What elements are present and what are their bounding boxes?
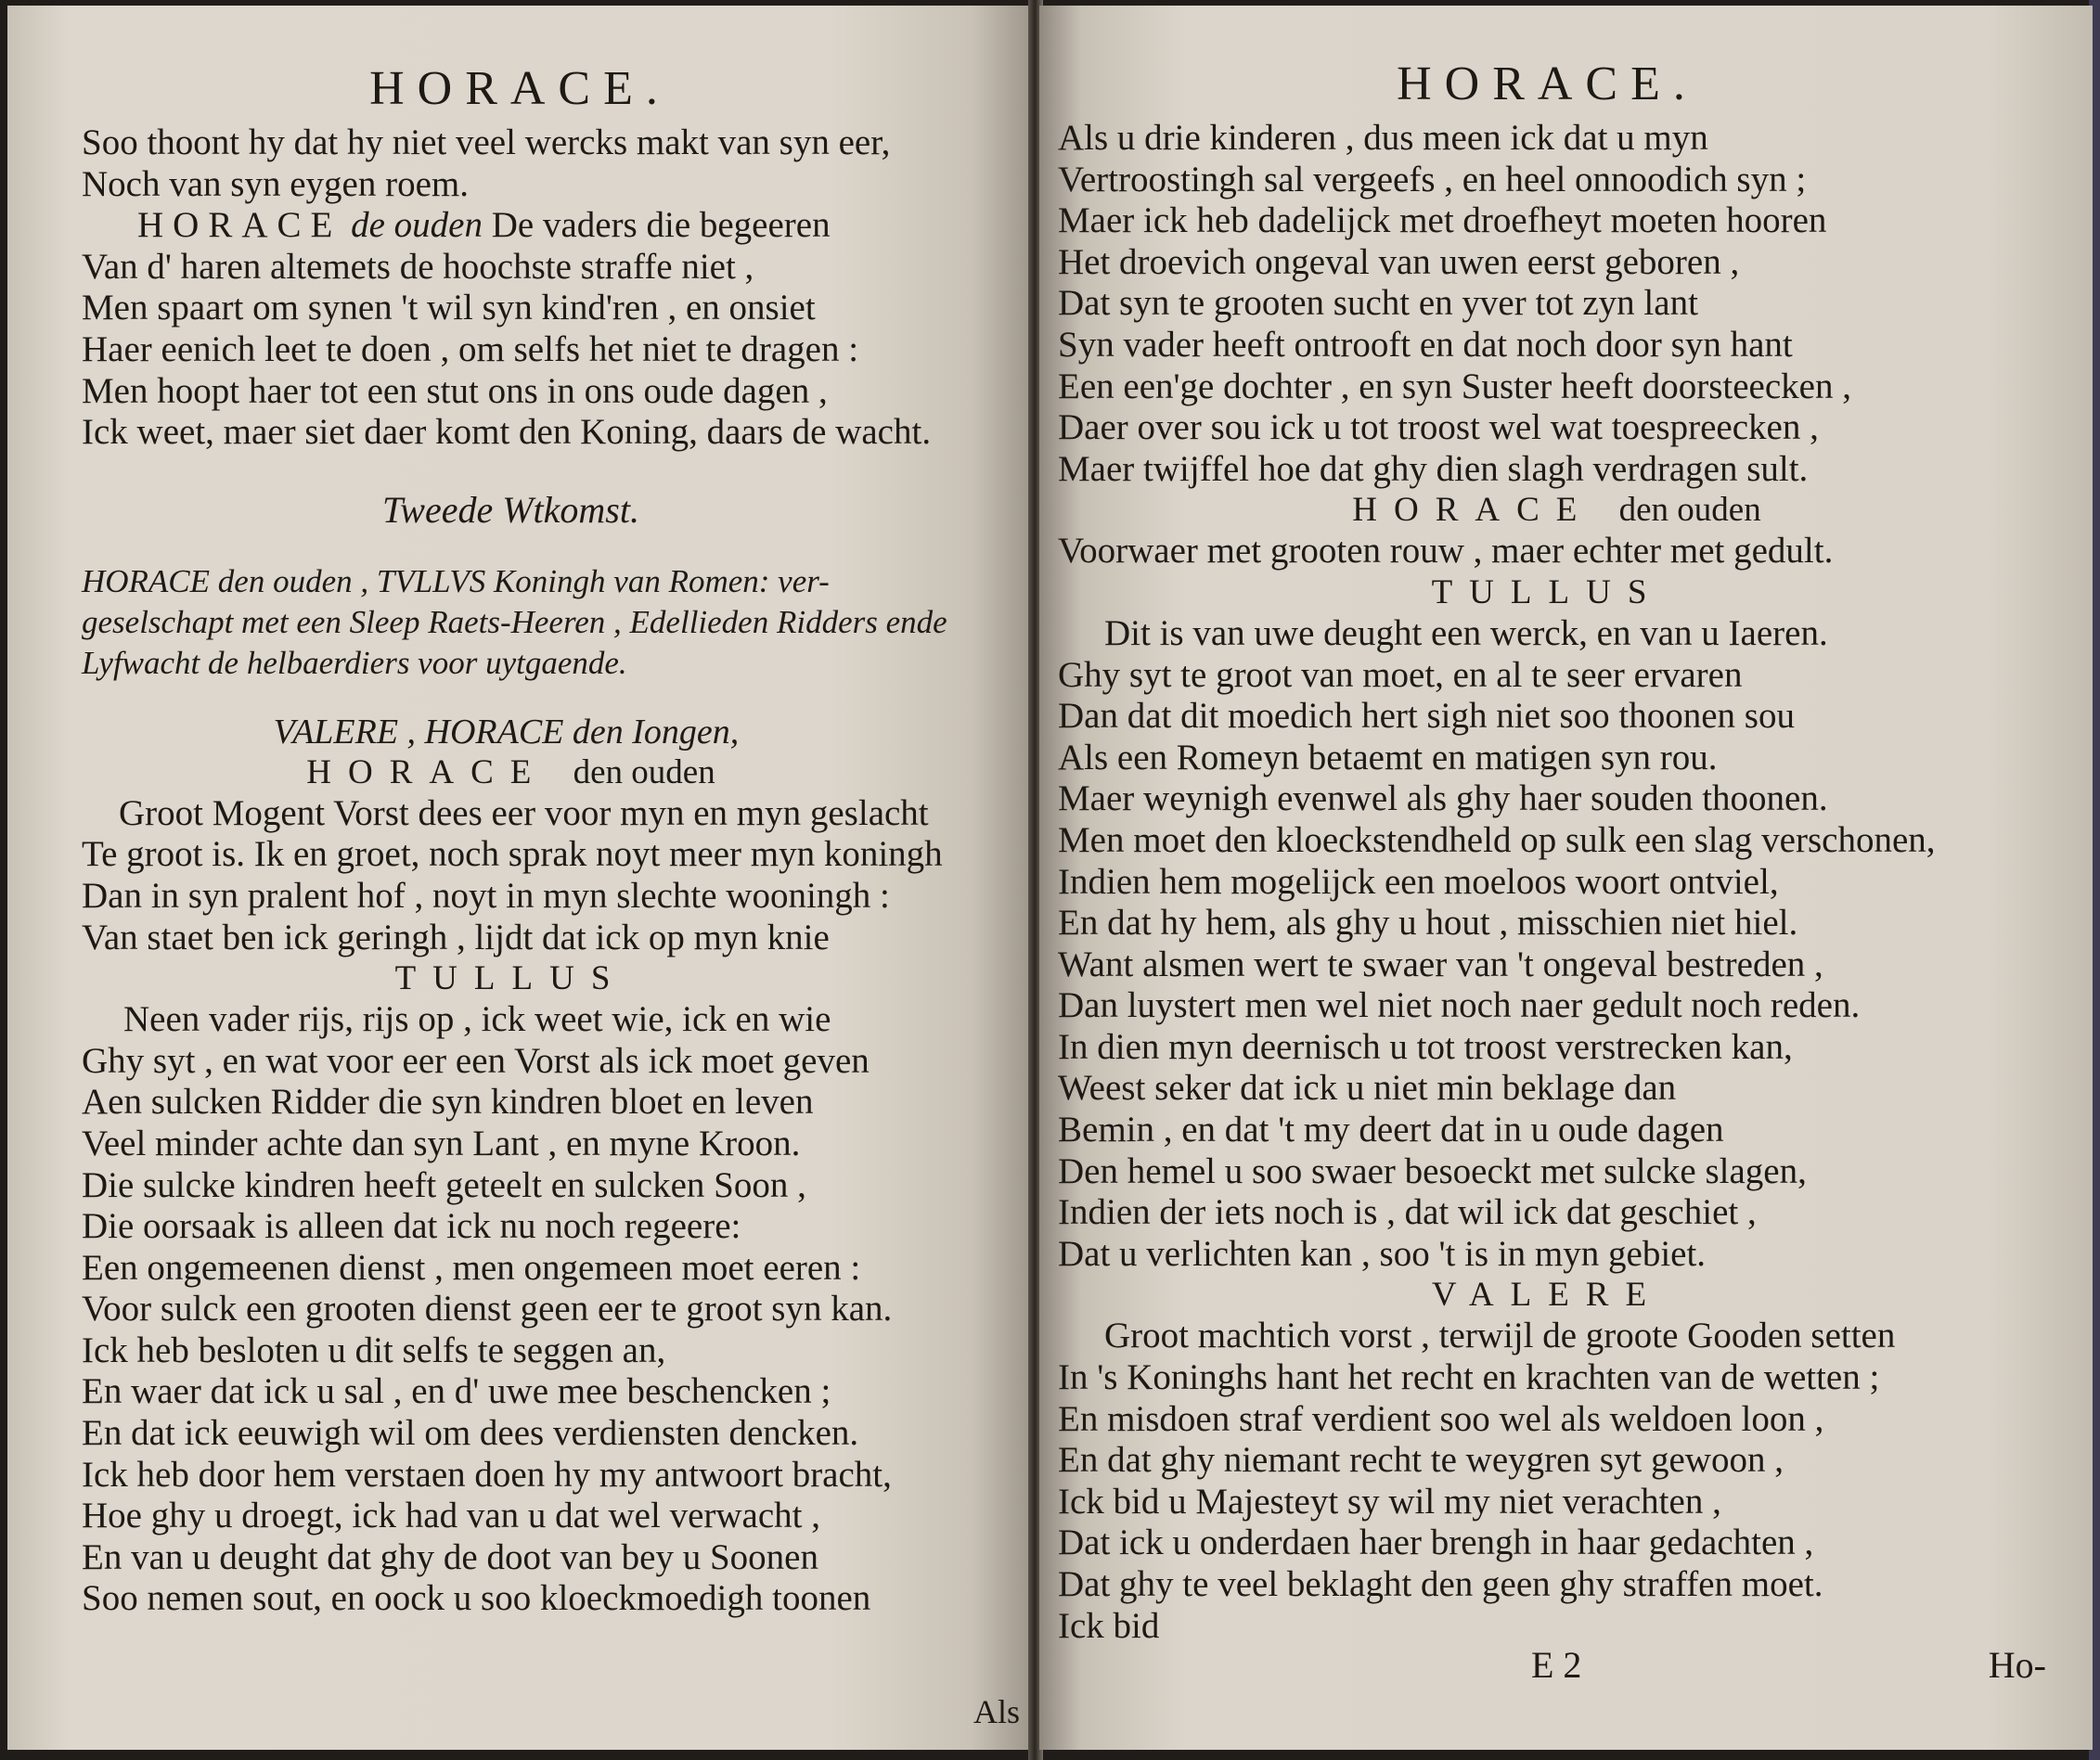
text-line: Een een'ge dochter , en syn Suster heeft doorsteecken , [1058, 366, 1851, 406]
text-line: Het droevich ongeval van uwen eerst geboren , [1058, 241, 1740, 282]
left-lines-d [82, 999, 1033, 1620]
text-line: Een ongemeenen dienst , men ongemeen moet eeren : [82, 1247, 861, 1288]
text-line: Indien hem mogelijck een moeloos woort ontviel, [1058, 861, 1779, 902]
speaker-heading: TULLUS [394, 959, 627, 998]
speaker-tail: de ouden [351, 205, 483, 246]
signature-mark: E 2 [1531, 1644, 1582, 1686]
text-line: Die sulcke kindren heeft geteelt en sulcken Soon , [82, 1164, 806, 1205]
speaker-text: De vaders die begeeren [491, 205, 831, 246]
text-line: Van d' haren altemets de hoochste straffe niet , [82, 246, 754, 287]
text-line: Dat syn te grooten sucht en yver tot zyn lant [1058, 283, 1698, 324]
text-line: Dat u verlichten kan , soo 't is in myn gebiet. [1058, 1233, 1707, 1274]
text-line: Van staet ben ick geringh , lijdt dat ick op myn knie [82, 917, 830, 957]
left-page [7, 6, 1033, 1750]
text-line: Want alsmen wert te swaer van 't ongeval bestreden , [1058, 944, 1823, 984]
left-lines-a [82, 122, 1033, 205]
text-line: Dan luystert men wel niet noch naer gedult noch reden. [1058, 985, 1861, 1026]
scene-heading: Tweede Wtkomst. [382, 488, 639, 531]
text-line: Vertroostingh sal vergeefs , en heel onnoodich syn ; [1058, 159, 1807, 199]
text-line: Indien der iets noch is , dat wil ick dat geschiet , [1058, 1192, 1757, 1233]
text-line: En dat ick eeuwigh wil om dees verdiensten dencken. [82, 1413, 859, 1454]
text-line: Ick bid [1058, 1605, 1160, 1646]
text-line: Daer over sou ick u tot troost wel wat toespreecken , [1058, 407, 1819, 448]
speaker-heading [1058, 490, 2093, 531]
text-line: Dan in syn pralent hof , noyt in myn slechte wooningh : [82, 875, 890, 916]
text-line: Maer ick heb dadelijck met droefheyt moeten hooren [1058, 200, 1827, 241]
stage-line: geselschapt met een Sleep Raets-Heeren , Edellieden Ridders ende [82, 603, 947, 640]
cast-line: VALERE , HORACE den Iongen, [273, 712, 740, 752]
speaker-name: HORACE [1352, 491, 1594, 530]
text-line: Dit is van uwe deught een werck, en van u Iaeren. [1104, 612, 1828, 653]
speaker-name: HORACE [137, 205, 342, 246]
text-line: Voor sulck een grooten dienst geen eer te groot syn kan. [82, 1289, 893, 1330]
speaker-heading: TULLUS [1431, 572, 1664, 611]
speaker-heading [82, 752, 1033, 793]
text-line: Ick heb door hem verstaen doen hy my antwoort bracht, [82, 1454, 892, 1495]
right-lines-a [1058, 118, 2093, 490]
text-line: Dat ick u onderdaen haer brengh in haar gedachten , [1058, 1522, 1814, 1563]
text-line: Men moet den kloeckstendheld op sulk een slag verschonen, [1058, 819, 1936, 860]
text-line: Haer eenich leet te doen , om selfs het niet te dragen : [82, 328, 859, 369]
text-line: En misdoen straf verdient soo wel als weldoen loon , [1058, 1398, 1824, 1439]
text-line: Dat ghy te veel beklaght den geen ghy straffen moet. [1058, 1564, 1823, 1604]
text-line: Weest seker dat ick u niet min beklage dan [1058, 1068, 1677, 1109]
right-page [1039, 6, 2093, 1750]
text-line: Dan dat dit moedich hert sigh niet soo thoonen sou [1058, 696, 1795, 737]
text-line: Aen sulcken Ridder die syn kindren bloet en leven [82, 1082, 814, 1123]
text-line: Den hemel u soo swaer besoeckt met sulcke slagen, [1058, 1150, 1807, 1191]
speaker-name: HORACE [306, 752, 548, 791]
text-line: Groot machtich vorst , terwijl de groote Gooden setten [1104, 1316, 1896, 1356]
right-lines-d [1058, 1316, 2093, 1647]
text-line: Als een Romeyn betaemt en matigen syn rou. [1058, 737, 1718, 777]
text-line: Ghy syt te groot van moet, en al te seer ervaren [1058, 654, 1743, 695]
text-line: En dat hy hem, als ghy u hout , misschien niet hiel. [1058, 903, 1798, 944]
text-line: Neen vader rijs, rijs op , ick weet wie, ick en wie [123, 999, 831, 1040]
speaker-tail: den ouden [1618, 491, 1761, 530]
speaker-heading: VALERE [1431, 1276, 1664, 1315]
stage-direction [82, 561, 1033, 684]
text-line: Ghy syt , en wat voor eer een Vorst als ick moet geven [82, 1040, 870, 1081]
text-line: Men hoopt haer tot een stut ons in ons oude dagen , [82, 370, 828, 411]
text-line: Syn vader heeft ontrooft en dat noch door syn hant [1058, 324, 1793, 365]
text-line: Voorwaer met grooten rouw , maer echter met gedult. [1058, 531, 1834, 572]
text-line: Noch van syn eygen roem. [82, 163, 469, 204]
text-line: Soo thoont hy dat hy niet veel wercks makt van syn eer, [82, 122, 891, 162]
text-line: Maer weynigh evenwel als ghy haer souden thoonen. [1058, 778, 1828, 819]
text-line: Als u drie kinderen , dus meen ick dat u myn [1058, 118, 1708, 158]
left-lines-b [82, 247, 1033, 454]
text-line: En waer dat ick u sal , en d' uwe mee beschencken ; [82, 1371, 831, 1412]
text-line: Maer twijffel hoe dat ghy dien slagh verdragen sult. [1058, 448, 1809, 489]
text-line: Ick weet, maer siet daer komt den Koning, daars de wacht. [82, 412, 932, 453]
catchword: Ho- [1988, 1644, 2046, 1686]
text-line: Te groot is. Ik en groet, noch sprak noyt meer myn koningh [82, 834, 943, 875]
stage-line: HORACE den ouden , TVLLVS Koningh van Romen: ver- [82, 562, 830, 599]
catchword: Als [973, 1693, 1020, 1730]
text-line: Die oorsaak is alleen dat ick nu noch regeere: [82, 1206, 741, 1247]
text-line: En dat ghy niemant recht te weygren syt gewoon , [1058, 1440, 1784, 1481]
text-line: Ick bid u Majesteyt sy wil my niet verachten , [1058, 1481, 1721, 1522]
speaker-line [82, 205, 1033, 247]
text-line: Hoe ghy u droegt, ick had van u dat wel verwacht , [82, 1496, 820, 1536]
running-head-right: HORACE. [1397, 58, 1698, 110]
text-line: Ick heb besloten u dit selfs te seggen an, [82, 1330, 666, 1370]
text-line: En van u deught dat ghy de doot van bey u Soonen [82, 1536, 818, 1577]
running-head-left: HORACE. [369, 62, 671, 115]
text-line: Soo nemen sout, en oock u soo kloeckmoedigh toonen [82, 1578, 871, 1619]
text-line: In 's Koninghs hant het recht en krachten van de wetten ; [1058, 1357, 1880, 1398]
stage-line: Lyfwacht de helbaerdiers voor uytgaende. [82, 644, 627, 681]
text-line: Veel minder achte dan syn Lant , en myne Kroon. [82, 1123, 801, 1163]
speaker-tail: den ouden [573, 752, 715, 791]
left-lines-c [82, 793, 1033, 958]
text-line: Groot Mogent Vorst dees eer voor myn en myn geslacht [119, 792, 929, 833]
text-line: In dien myn deernisch u tot troost verstrecken kan, [1058, 1026, 1793, 1067]
text-line: Men spaart om synen 't wil syn kind'ren , en onsiet [82, 288, 816, 328]
text-line: Bemin , en dat 't my deert dat in u oude dagen [1058, 1110, 1724, 1150]
right-lines-c [1058, 613, 2093, 1276]
